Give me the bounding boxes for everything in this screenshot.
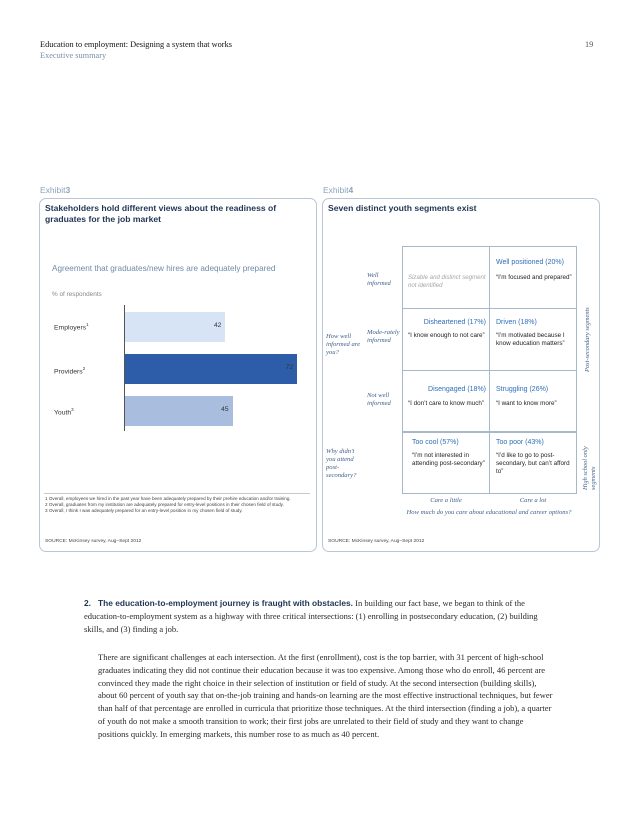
segment-title: Disheartened (17%) (423, 319, 486, 326)
segment-cell-driven (496, 318, 574, 348)
segment-quote: “I don’t care to know much” (408, 400, 484, 407)
exhibit4-source: SOURCE: McKinsey survey, Aug–Sept 2012 (328, 539, 425, 544)
segment-title: Too poor (43%) (496, 439, 544, 446)
segment-quote: “I’m motivated because I know education matters” (496, 332, 565, 347)
body-paragraph-1 (84, 597, 554, 635)
segment-cell-well-positioned (496, 258, 574, 282)
segment-cell-disheartened (408, 318, 486, 340)
paragraph-lead: The education-to-employment journey is fraught with obstacles. (98, 598, 353, 608)
side-label-post-secondary: Post-secondary segments (584, 307, 591, 372)
matrix-divider-v (489, 246, 490, 432)
axis-how-well-informed: How well informed are you? (326, 333, 361, 356)
side-label-high-school: High school only segments (582, 446, 597, 490)
segment-cell-struggling (496, 385, 574, 408)
segment-quote: “I know enough to not care” (408, 332, 485, 339)
bar-label-employers: Employers$^1$ (54, 322, 89, 332)
segment-quote: “I’d like to go to post-secondary, but can’t afford to” (496, 452, 570, 475)
bar-chart (52, 305, 302, 435)
footnote-3: 3 Overall, I think I was adequately prepared for an entry-level position in my chosen field of study. (45, 508, 243, 514)
x-axis-label: How much do you care about educational and career options? (406, 509, 572, 516)
row-label-moderately-informed: Mode-rately informed (367, 329, 400, 344)
segment-title: Well positioned (20%) (496, 259, 564, 266)
bar-value-youth: 45 (221, 406, 229, 413)
segment-cell-too-cool (412, 438, 488, 468)
segment-cell-unidentified: Sizable and distinct segment not identified (408, 274, 486, 289)
matrix-divider-h1 (402, 308, 577, 309)
row-label-well-informed: Well informed (367, 272, 391, 287)
footnotes (45, 496, 307, 515)
exhibit4-title: Seven distinct youth segments exist (328, 203, 477, 213)
segment-title: Too cool (57%) (412, 439, 459, 446)
matrix-divider-v2 (489, 432, 490, 494)
col-label-care-lot: Care a lot (519, 497, 547, 504)
body-paragraph-2: There are significant challenges at each intersection. At the first (enrollment), cost is the top barrier, with 31 percent of high-school graduates indicating they did not continue their education because it was too expensive. Among those who do enroll, 46 percent are convinced they made the right choice in their selection of institution or field of study. At the second intersection (building skills), about 60 percent of youth say that on-the-job training and hands-on learning are the most effective instructional techniques, but fewer than half of that percentage are enrolled in curricula that prioritize those techniques. At the third intersection (finding a job), a quarter of youth do not make a smooth transition to work; their first jobs are unrelated to their field of study and they want to change positions quickly. In emerging markets, this number rose to as much as 40 percent. (98, 652, 553, 739)
exhibit3-label: Exhibit3 (40, 185, 71, 195)
segment-title: Disengaged (18%) (428, 386, 486, 393)
bar-label-youth: Youth$^3$ (54, 407, 74, 417)
bar-value-providers: 72 (285, 364, 293, 371)
exhibit3-source: SOURCE: McKinsey survey, Aug–Sept 2012 (45, 539, 142, 544)
segment-cell-disengaged (408, 385, 486, 408)
col-label-care-little: Care a little (430, 497, 462, 504)
footnote-2: 2 Overall, graduates from my institution are adequately prepared for entry-level positions in their chosen field of study. (45, 502, 284, 508)
segment-quote: “I’m focused and prepared” (496, 274, 572, 281)
row-label-not-well-informed: Not well informed (367, 392, 391, 407)
footnote-divider (44, 493, 310, 494)
running-header-title: Education to employment: Designing a system that works (40, 40, 232, 49)
bar-providers (125, 354, 297, 384)
segment-title: Driven (18%) (496, 319, 537, 326)
running-header-subtitle: Executive summary (40, 51, 107, 60)
footnote-1: 1 Overall, employees we hired in the past year have been adequately prepared by their prehire education and/or training. (45, 496, 291, 501)
exhibit4-label: Exhibit4 (323, 185, 354, 195)
segment-quote: “I want to know more” (496, 400, 557, 407)
axis-why-not-attend: Why didn't you attend post-secondary? (326, 448, 357, 479)
segment-quote: “I’m not interested in attending post-secondary” (412, 452, 485, 467)
list-number: 2. (84, 598, 91, 608)
bar-label-providers: Providers$^2$ (54, 366, 86, 376)
segment-cell-too-poor (496, 438, 574, 476)
chart-heading: Agreement that graduates/new hires are adequately prepared (52, 264, 276, 273)
bar-value-employers: 42 (213, 322, 222, 329)
segment-title: Struggling (26%) (496, 386, 549, 393)
paragraph-text: In building our fact base, we began to think of the education-to-employment system as a highway with three critical intersections: (1) enrolling in postsecondary education, (2) building skills, and (3) finding a job. (84, 598, 538, 634)
page-number: 19 (585, 40, 594, 49)
chart-unit-label: % of respondents (52, 291, 102, 298)
matrix-divider-h2 (402, 370, 577, 371)
exhibit3-title: Stakeholders hold different views about the readiness of graduates for the job market (45, 203, 277, 224)
